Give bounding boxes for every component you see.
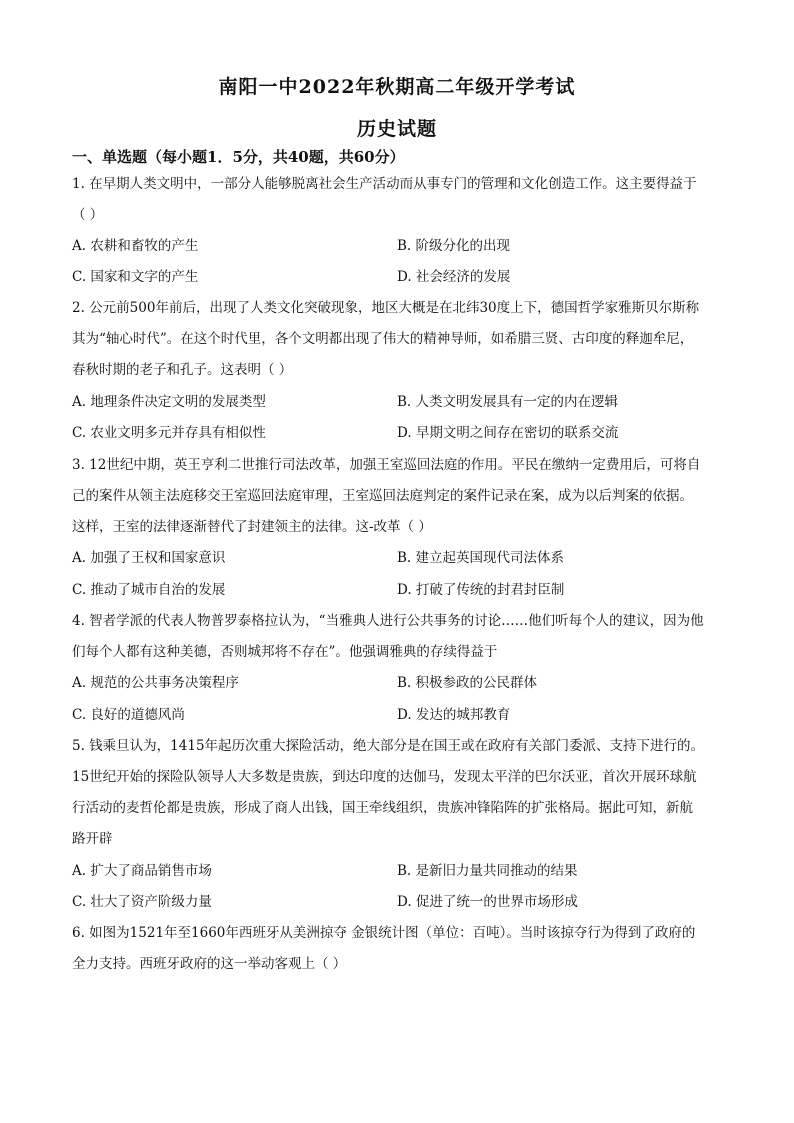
question-5-option-c: C. 壮大了资产阶级力量 <box>72 894 212 910</box>
question-4-option-c: C. 良好的道德风尚 <box>72 707 185 723</box>
question-1-option-b: B. 阶级分化的出现 <box>397 238 511 254</box>
question-3-line-3: 这样，王室的法律逐渐替代了封建领主的法律。这-改革（ ） <box>72 519 432 535</box>
question-2-line-2: 其为“轴心时代”。在这个时代里，各个文明都出现了伟大的精神导师，如希腊三贤、古印度的释迦牟尼， <box>72 331 694 347</box>
question-4-option-b: B. 积极参政的公民群体 <box>397 675 538 691</box>
question-4-option-a: A. 规范的公共事务决策程序 <box>72 675 239 691</box>
question-5-line-2: 15世纪开始的探险队领导人大多数是贵族，到达印度的达伽马，发现太平洋的巴尔沃亚，首次开展环球航 <box>72 769 697 785</box>
question-1-line-2: （ ） <box>72 207 104 223</box>
question-6-line-2: 全力支持。西班牙政府的这一举动客观上（ ） <box>72 956 347 972</box>
question-3-line-2: 己的案件从领主法庭移交王室巡回法庭审理，王室巡回法庭判定的案件记录在案，成为以后判案的依据。 <box>72 488 693 504</box>
question-2-option-a: A. 地理条件决定文明的发展类型 <box>72 394 266 410</box>
question-4-line-1: 4. 智者学派的代表人物普罗泰格拉认为，“当雅典人进行公共事务的讨论……他们听每个人的建议，因为他 <box>72 613 704 629</box>
question-4-option-d: D. 发达的城邦教育 <box>397 707 511 723</box>
question-1-option-a: A. 农耕和畜牧的产生 <box>72 238 199 254</box>
question-5-line-3: 行活动的麦哲伦都是贵族，形成了商人出钱，国王牵线组织，贵族冲锋陷阵的扩张格局。据此可知，新航 <box>72 800 693 816</box>
question-2-option-d: D. 早期文明之间存在密切的联系交流 <box>397 425 619 441</box>
question-5-line-4: 路开辟 <box>72 831 113 847</box>
question-5-line-1: 5. 钱乘旦认为，1415年起历次重大探险活动，绝大部分是在国王或在政府有关部门委派、支持下进行的。 <box>72 738 705 754</box>
question-2-option-c: C. 农业文明多元并存具有相似性 <box>72 425 266 441</box>
exam-subtitle: 历史试题 <box>356 118 437 140</box>
question-3-line-1: 3. 12世纪中期，英王亨利二世推行司法改革，加强王室巡回法庭的作用。平民在缴纳一定费用后，可将自 <box>72 457 701 473</box>
question-3-option-b: B. 建立起英国现代司法体系 <box>397 550 565 566</box>
question-5-option-b: B. 是新旧力量共同推动的结果 <box>397 863 578 879</box>
question-1-option-d: D. 社会经济的发展 <box>397 269 511 285</box>
question-1-line-1: 1. 在早期人类文明中，一部分人能够脱离社会生产活动而从事专门的管理和文化创造工作。这主要得益于 <box>72 176 697 192</box>
question-3-option-d: D. 打破了传统的封君封臣制 <box>397 582 565 598</box>
section-heading: 一、单选题（每小题1．5分，共40题，共60分） <box>72 148 405 166</box>
question-5-option-a: A. 扩大了商品销售市场 <box>72 863 212 879</box>
question-3-option-a: A. 加强了王权和国家意识 <box>72 550 226 566</box>
question-6-line-1: 6. 如图为1521年至1660年西班牙从美洲掠夺 金银统计图（单位：百吨）。当时该掠夺行为得到了政府的 <box>72 925 696 941</box>
question-4-line-2: 们每个人都有这种美德，否则城邦将不存在”。他强调雅典的存续得益于 <box>72 644 498 660</box>
question-3-option-c: C. 推动了城市自治的发展 <box>72 582 226 598</box>
question-1-option-c: C. 国家和文字的产生 <box>72 269 199 285</box>
question-2-option-b: B. 人类文明发展具有一定的内在逻辑 <box>397 394 619 410</box>
question-2-line-3: 春秋时期的老子和孔子。这表明（ ） <box>72 362 293 378</box>
exam-title: 南阳一中2022年秋期高二年级开学考试 <box>218 76 576 98</box>
question-5-option-d: D. 促进了统一的世界市场形成 <box>397 894 578 910</box>
question-2-line-1: 2. 公元前500年前后，出现了人类文化突破现象，地区大概是在北纬30度上下，德国哲学家雅斯贝尔斯称 <box>72 300 700 316</box>
